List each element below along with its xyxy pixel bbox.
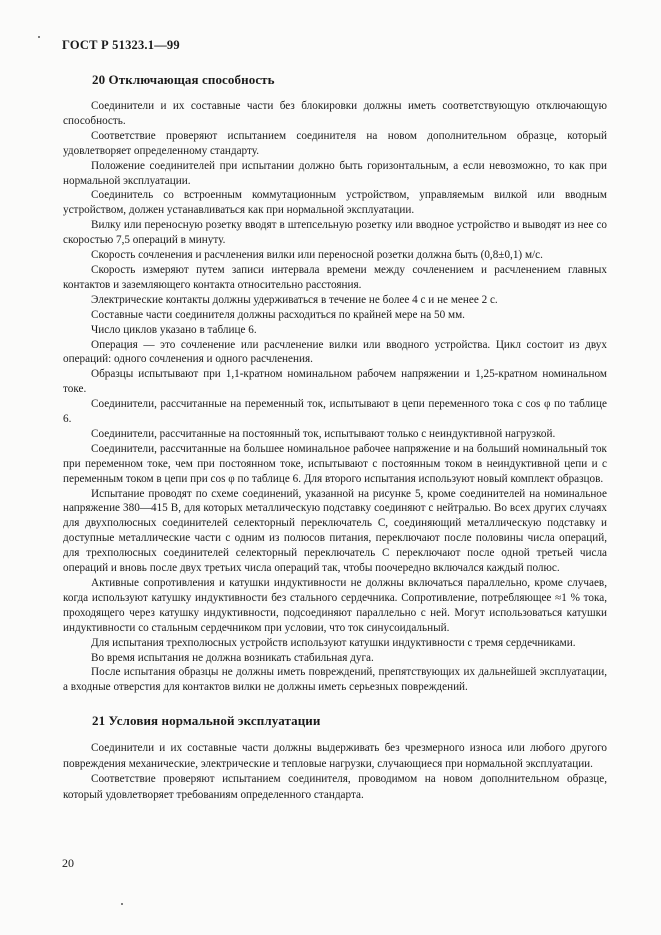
- paragraph: Соединитель со встроенным коммутационным устройством, управляемым вилкой или вводным устройством, должен устанавливаться как при нормальной эксплуатации.: [63, 189, 607, 217]
- paragraph: Соединители и их составные части должны выдерживать без чрезмерного износа или любого другого повреждения механические, электрические и тепловые нагрузки, случающиеся при нормальной эксплуатации.: [63, 742, 607, 770]
- paragraph: Соединители и их составные части без блокировки должны иметь соответствующую отключающую способность.: [63, 100, 607, 127]
- paragraph: Соответствие проверяют испытанием соединителя на новом дополнительном образце, который удовлетворяет определенному стандарту.: [63, 129, 607, 157]
- paragraph: Скорость сочленения и расчленения вилки или переносной розетки должна быть (0,8±0,1) м/с.: [91, 249, 543, 262]
- page-number: 20: [62, 856, 74, 870]
- scan-speck: [121, 903, 123, 905]
- paragraph: Соединители, рассчитанные на постоянный ток, испытывают только с неиндуктивной нагрузкой.: [91, 427, 556, 440]
- standard-header: ГОСТ Р 51323.1—99: [62, 38, 180, 52]
- section-20-body: [63, 99, 607, 695]
- paragraph: Активные сопротивления и катушки индуктивности не должны включаться параллельно, кроме случаев, когда используют катушку индуктивности без стального сердечника. Сопротивление, потребляющее ≈1 % тока, проходящего через катушку индуктивности, подсоединяют параллельно с ней. Могут использоваться катушки индуктивности со стальным сердечником при условии, что ток синусоидальный.: [63, 577, 607, 634]
- paragraph: Для испытания трехполюсных устройств используют катушки индуктивности с тремя сердечниками.: [91, 636, 576, 649]
- paragraph: После испытания образцы не должны иметь повреждений, препятствующих их дальнейшей эксплуатации, а входные отверстия для контактов вилки не должны иметь серьезных повреждений.: [63, 666, 607, 694]
- paragraph: Образцы испытывают при 1,1-кратном номинальном рабочем напряжении и 1,25-кратном номинальном токе.: [63, 368, 607, 396]
- paragraph: Число циклов указано в таблице 6.: [91, 323, 257, 336]
- paragraph: Во время испытания не должна возникать стабильная дуга.: [91, 651, 374, 664]
- paragraph: Вилку или переносную розетку вводят в штепсельную розетку или вводное устройство и выводят из нее со скоростью 7,5 операций в минуту.: [63, 219, 607, 247]
- scan-speck: [38, 36, 40, 38]
- paragraph: Соединители, рассчитанные на большее номинальное рабочее напряжение и на больший номинальный ток при переменном токе, чем при постоянном токе, испытывают с постоянным током в неиндуктивной цепи и с переменным током в цепи при cos φ по таблице 6. Для второго испытания используют новый комплект образцов.: [63, 442, 607, 485]
- paragraph: Скорость измеряют путем записи интервала времени между сочленением и расчленением главных контактов и заземляющего контакта относительно расстояния.: [63, 263, 607, 291]
- paragraph: Положение соединителей при испытании должно быть горизонтальным, а если невозможно, то как при нормальной эксплуатации.: [63, 159, 607, 187]
- paragraph: Операция — это сочленение или расчленение вилки или вводного устройства. Цикл состоит из двух операций: одного сочленения и одного расчленения.: [63, 338, 607, 366]
- paragraph: Соответствие проверяют испытанием соединителя, проводимом на новом дополнительном образце, который удовлетворяет требованиям определенного стандарта.: [63, 773, 607, 801]
- section-21-body: [63, 741, 607, 803]
- paragraph: Составные части соединителя должны расходиться по крайней мере на 50 мм.: [91, 308, 465, 321]
- section-21-title: 21 Условия нормальной эксплуатации: [92, 713, 321, 728]
- paragraph: Электрические контакты должны удерживаться в течение не более 4 с и не менее 2 с.: [91, 293, 498, 306]
- paragraph: Испытание проводят по схеме соединений, указанной на рисунке 5, кроме соединителей на номинальное напряжение 380—415 В, для которых металлическую подставку соединяют с нейтралью. Во всех других случаях для двухполюсных соединителей селекторный переключатель С, соединяющий металлическую подставку и доступные металлические части с одним из полюсов питания, переключают после половины числа операций, для трехполюсных соединителей селекторный переключатель С переключают после одной третьей числа операций и вновь после двух третьих числа операций так, чтобы поочередно включался каждый полюс.: [63, 487, 607, 575]
- paragraph: Соединители, рассчитанные на переменный ток, испытывают в цепи переменного тока с cos φ по таблице 6.: [63, 398, 607, 426]
- section-20-title: 20 Отключающая способность: [92, 72, 275, 87]
